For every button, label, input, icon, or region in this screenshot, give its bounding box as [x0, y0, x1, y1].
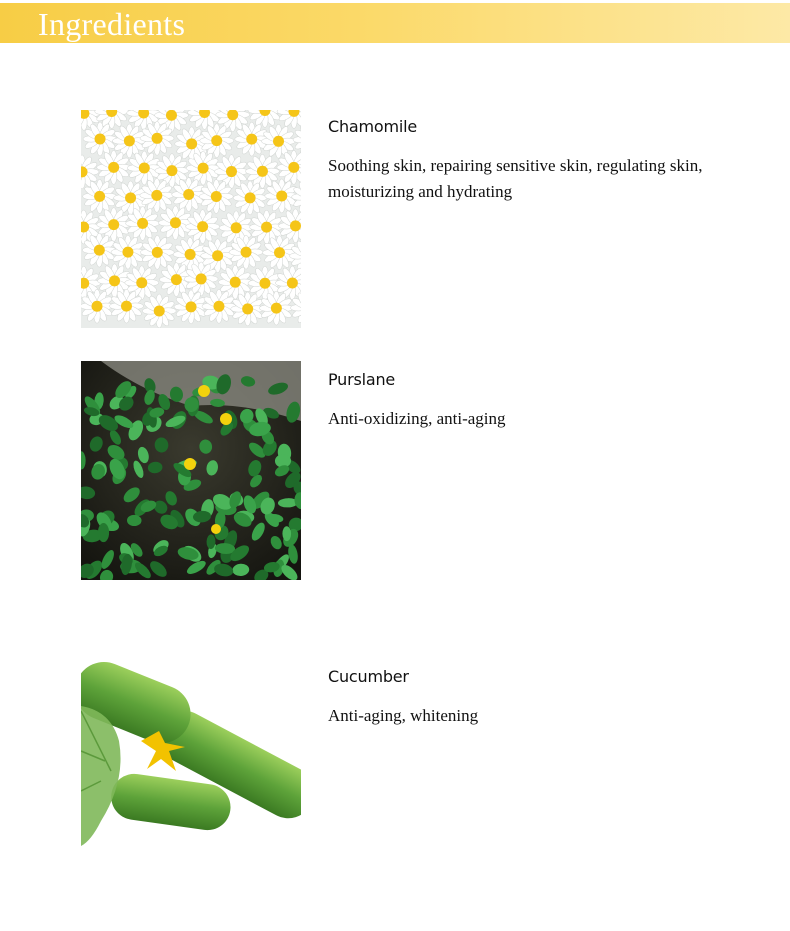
ingredient-description: Anti-aging, whitening — [328, 706, 479, 725]
ingredient-name: Cucumber — [328, 667, 409, 686]
cucumber-image — [81, 651, 301, 847]
chamomile-photo-icon — [81, 110, 301, 328]
chamomile-image — [81, 110, 301, 328]
purslane-photo-icon — [81, 361, 301, 580]
page-title: Ingredients — [38, 6, 186, 42]
purslane-image — [81, 361, 301, 580]
ingredient-description: Soothing skin, repairing sensitive skin, regulating skin, moisturizing and hydrating — [328, 156, 703, 201]
ingredient-name: Purslane — [328, 370, 396, 389]
ingredient-name: Chamomile — [328, 117, 418, 136]
ingredient-description: Anti-oxidizing, anti-aging — [328, 409, 506, 428]
header-bar — [0, 3, 790, 43]
cucumber-photo-icon — [81, 651, 301, 847]
